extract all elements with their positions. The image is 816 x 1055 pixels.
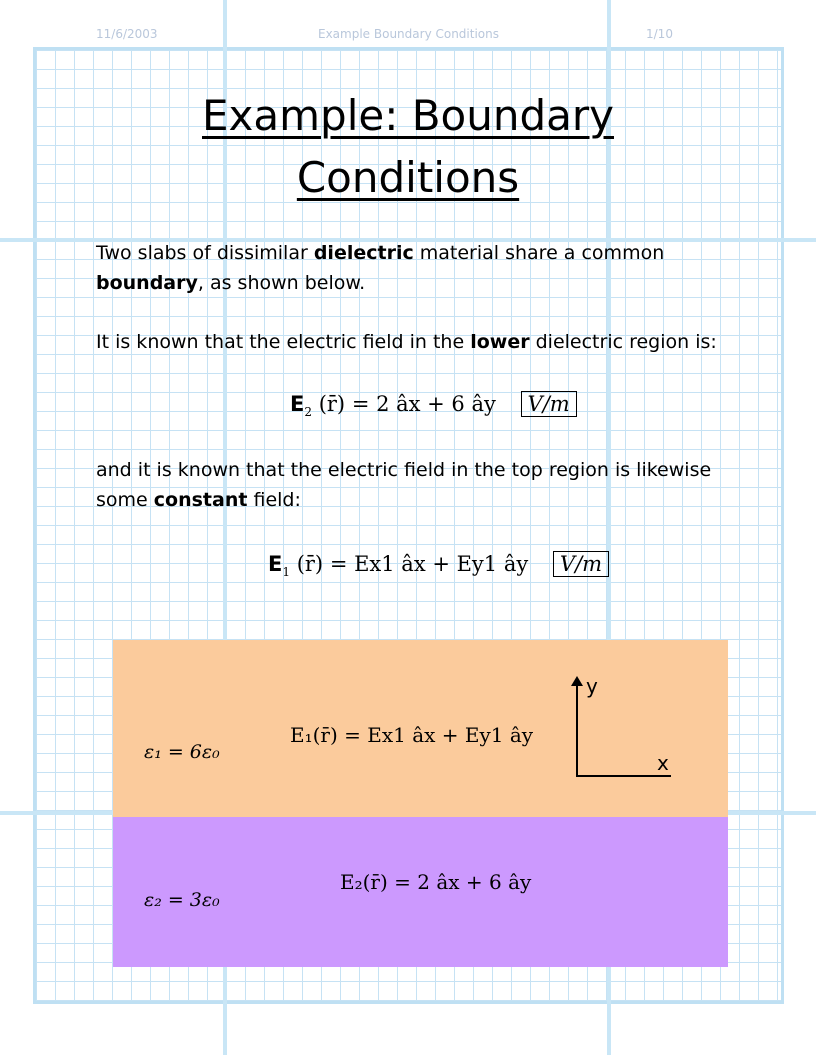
title-line-2: Conditions (296, 153, 520, 202)
text: material share a common (413, 242, 665, 264)
bold-text: lower (470, 331, 530, 353)
equation-e2 (290, 391, 577, 419)
eq-unit: V/m (553, 551, 609, 577)
top-field-paragraph (96, 455, 746, 515)
field-label-e2: E₂(r̄) = 2 âx + 6 ây (340, 870, 532, 894)
permittivity-1: ε₁ = 6ε₀ (144, 741, 220, 763)
field-label-e1: E₁(r̄) = Ex1 âx + Ey1 ây (290, 723, 534, 747)
eq-arg: (r̄) (296, 552, 324, 576)
header-page-number: 1/10 (646, 27, 673, 41)
header-date: 11/6/2003 (96, 27, 158, 41)
eq-lhs: E (268, 552, 283, 576)
text: field: (247, 489, 301, 511)
bold-text: constant (153, 489, 248, 511)
equation-e1 (268, 551, 609, 579)
eq-lhs: E (290, 392, 305, 416)
eq-rhs: = 2 âx + 6 ây (351, 392, 496, 416)
bold-text: boundary (96, 272, 198, 294)
title-line-1: Example: Boundary (202, 91, 614, 140)
header-title: Example Boundary Conditions (318, 27, 499, 41)
intro-paragraph (96, 238, 746, 298)
text: dielectric region is: (529, 331, 717, 353)
text: , as shown below. (197, 272, 366, 294)
eq-unit: V/m (521, 391, 577, 417)
lower-field-paragraph (96, 327, 746, 357)
text: and it is known that the electric field in the top region is likewise some (96, 459, 712, 511)
permittivity-2: ε₂ = 3ε₀ (144, 889, 220, 911)
page-title (0, 85, 816, 209)
y-axis-arrow (576, 680, 578, 777)
eq-sub: 1 (282, 565, 290, 580)
text: It is known that the electric field in the (96, 331, 471, 353)
x-axis-line (576, 775, 671, 777)
eq-arg: (r̄) (318, 392, 346, 416)
text: Two slabs of dissimilar (96, 242, 314, 264)
eq-sub: 2 (304, 405, 312, 420)
bold-text: dielectric (313, 242, 414, 264)
arrow-head-icon (571, 676, 583, 686)
y-axis-label: y (586, 674, 598, 698)
x-axis-label: x (657, 751, 669, 775)
eq-rhs: = Ex1 âx + Ey1 ây (329, 552, 529, 576)
